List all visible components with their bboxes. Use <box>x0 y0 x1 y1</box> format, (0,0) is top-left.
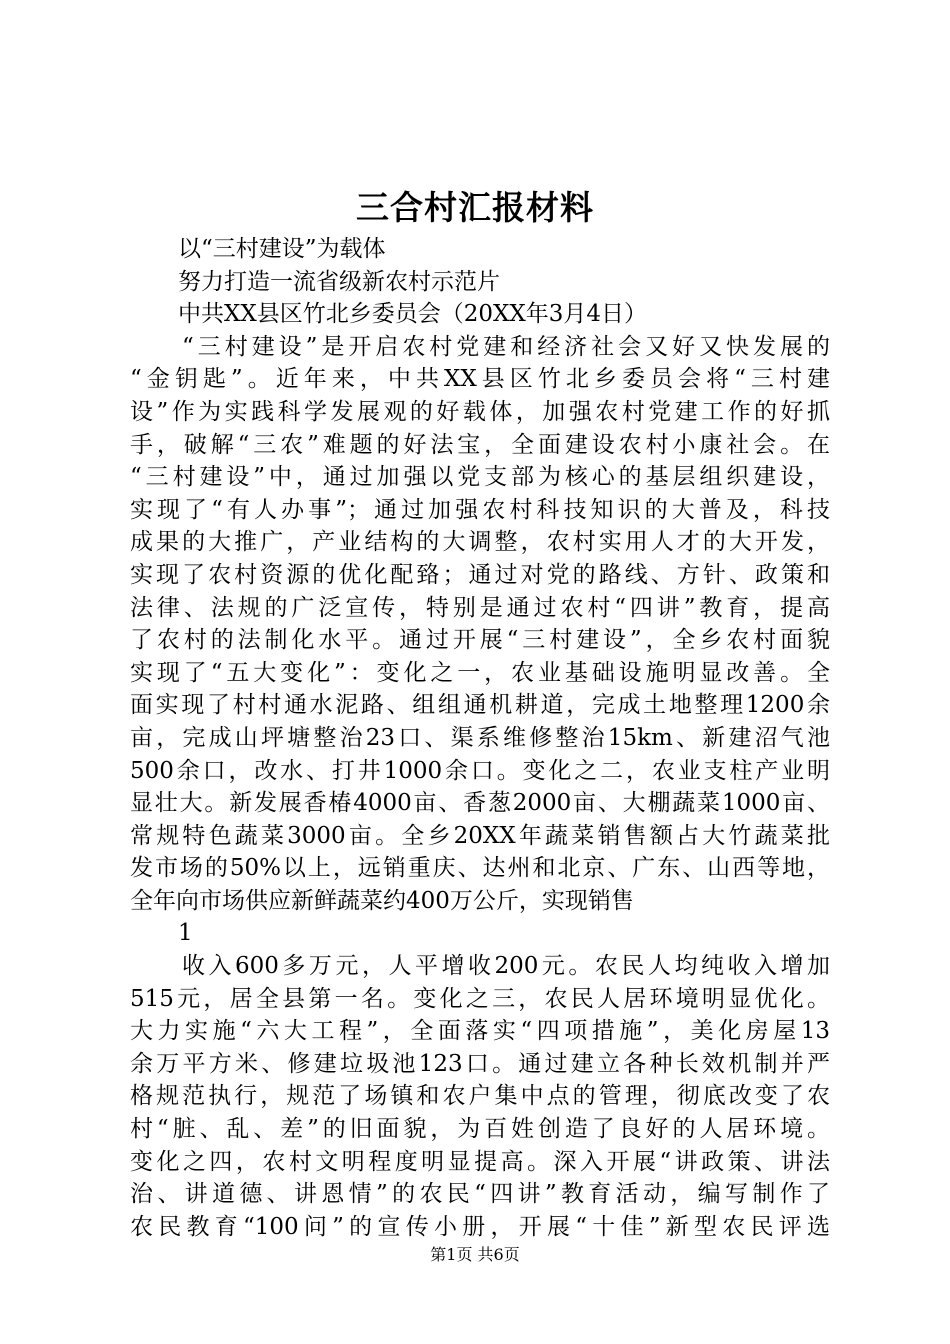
paragraph-line: 手，破解“三农”难题的好法宝，全面建设农村小康社会。在 <box>130 431 830 458</box>
paragraph-line: 收入600多万元，人平增收200元。农民人均纯收入增加 <box>182 953 830 980</box>
paragraph-line: 成果的大推广，产业结构的大调整，农村实用人才的大开发， <box>130 529 830 556</box>
paragraph-line: 实现了农村资源的优化配臵；通过对党的路线、方针、政策和 <box>130 561 830 588</box>
paragraph-line: 大力实施“六大工程”，全面落实“四项措施”，美化房屋13 <box>130 1018 830 1045</box>
paragraph-line: 余万平方米、修建垃圾池123口。通过建立各种长效机制并严 <box>130 1050 830 1077</box>
paragraph-line: 全年向市场供应新鲜蔬菜约400万公斤，实现销售 <box>130 887 634 914</box>
document-body <box>130 233 830 1243</box>
paragraph-line: 农民教育“100问”的宣传小册，开展“十佳”新型农民评选 <box>130 1213 830 1240</box>
paragraph-line: 常规特色蔬菜3000亩。全乡20XX年蔬菜销售额占大竹蔬菜批 <box>130 822 830 849</box>
paragraph-line: “三村建设”中，通过加强以党支部为核心的基层组织建设， <box>130 464 830 491</box>
paragraph-line: 500余口，改水、打井1000余口。变化之二，农业支柱产业明 <box>130 757 830 784</box>
page-marker: 1 <box>178 920 193 947</box>
paragraph-line: “三村建设”是开启农村党建和经济社会又好又快发展的 <box>182 333 830 360</box>
paragraph-line: 格规范执行，规范了场镇和农户集中点的管理，彻底改变了农 <box>130 1083 830 1110</box>
subtitle-line: 努力打造一流省级新农村示范片 <box>178 268 500 295</box>
page-footer: 第1页 共6页 <box>430 1245 520 1264</box>
paragraph-line: 设”作为实践科学发展观的好载体，加强农村党建工作的好抓 <box>130 398 830 425</box>
paragraph-line: 治、讲道德、讲恩情”的农民“四讲”教育活动，编写制作了 <box>130 1181 830 1208</box>
paragraph-line: 亩，完成山坪塘整治23口、渠系维修整治15km、新建沼气池 <box>130 724 830 751</box>
paragraph-line: 了农村的法制化水平。通过开展“三村建设”，全乡农村面貌 <box>130 627 830 654</box>
paragraph-line: 法律、法规的广泛宣传，特别是通过农村“四讲”教育，提高 <box>130 594 830 621</box>
subtitle-line: 中共XX县区竹北乡委员会（20XX年3月4日） <box>178 301 648 328</box>
paragraph-line: 发市场的50%以上，远销重庆、达州和北京、广东、山西等地， <box>130 855 830 882</box>
paragraph-line: 实现了“有人办事”；通过加强农村科技知识的大普及，科技 <box>130 496 830 523</box>
subtitle-line: 以“三村建设”为载体 <box>178 236 386 262</box>
paragraph-line: 515元，居全县第一名。变化之三，农民人居环境明显优化。 <box>130 985 830 1012</box>
paragraph-line: “金钥匙”。近年来，中共XX县区竹北乡委员会将“三村建 <box>130 366 830 393</box>
paragraph-line: 变化之四，农村文明程度明显提高。深入开展“讲政策、讲法 <box>130 1148 830 1175</box>
paragraph-line: 实现了“五大变化”：变化之一，农业基础设施明显改善。全 <box>130 659 830 686</box>
paragraph-line: 显壮大。新发展香椿4000亩、香葱2000亩、大棚蔬菜1000亩、 <box>130 790 830 817</box>
paragraph-line: 面实现了村村通水泥路、组组通机耕道，完成土地整理1200余 <box>130 692 830 719</box>
document-title: 三合村汇报材料 <box>356 188 594 227</box>
paragraph-line: 村“脏、乱、差”的旧面貌，为百姓创造了良好的人居环境。 <box>130 1116 830 1143</box>
